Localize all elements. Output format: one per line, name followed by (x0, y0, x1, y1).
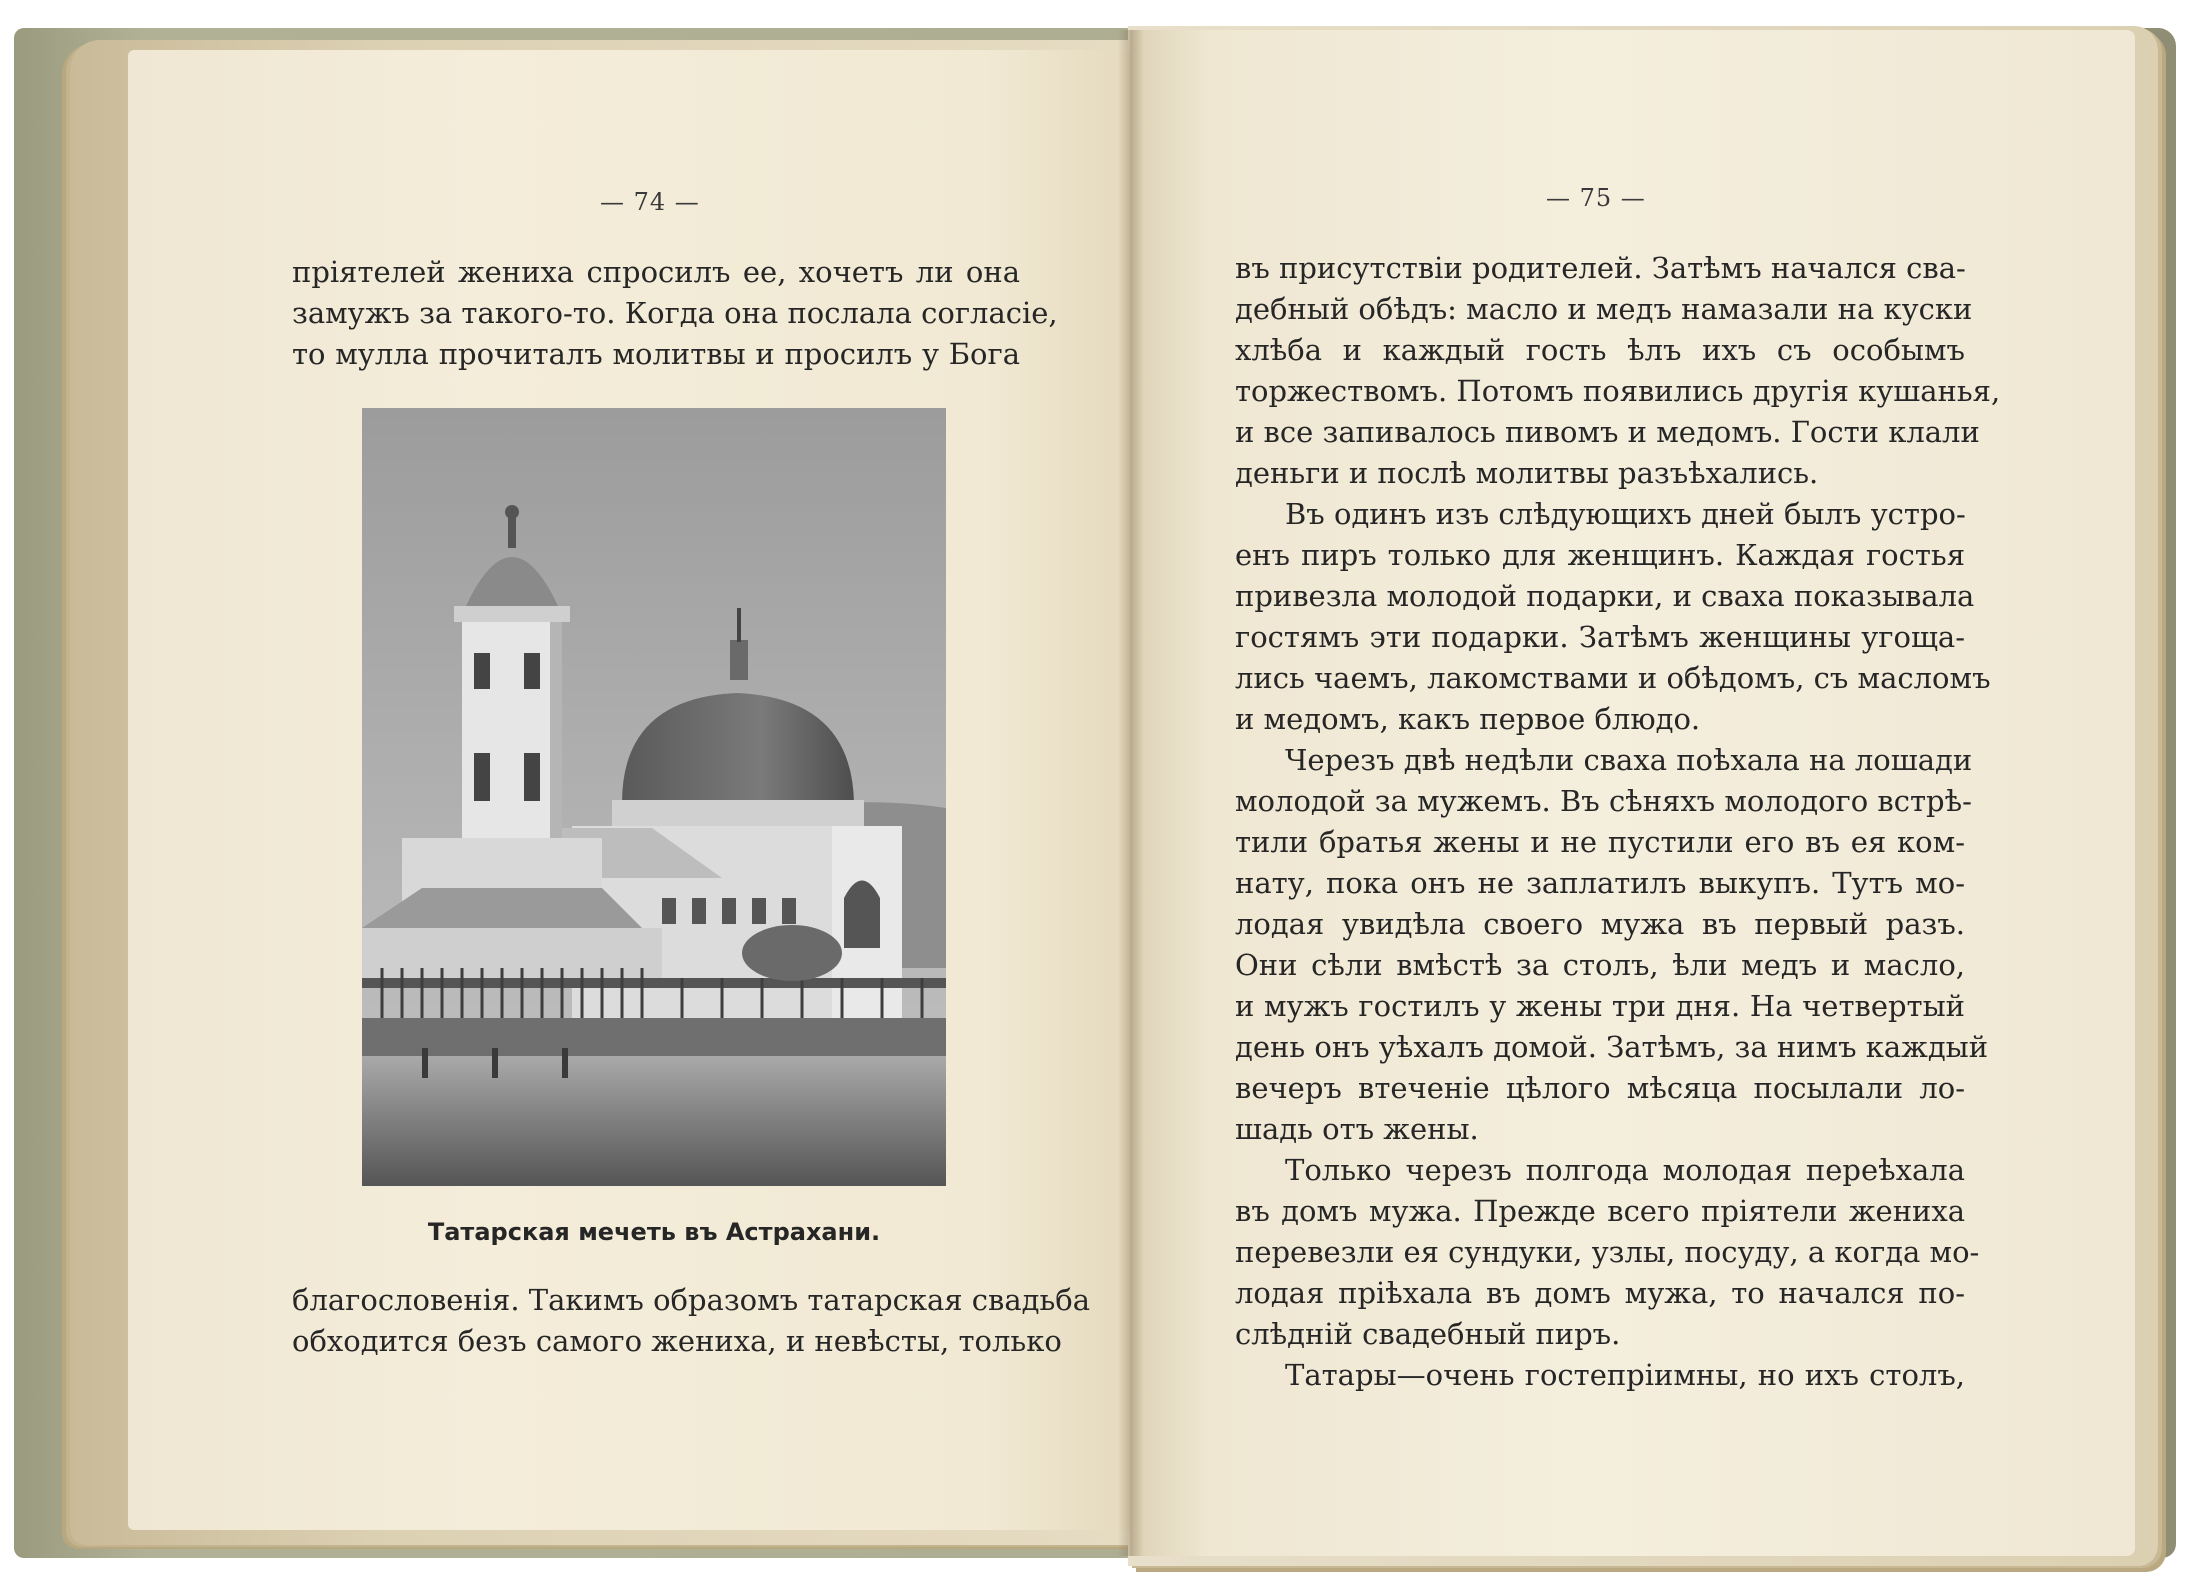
text-line: благословенія. Такимъ образомъ татарская свадьба (292, 1283, 1091, 1317)
figure-caption: Татарская мечеть въ Астрахани. (427, 1218, 881, 1246)
text-line: лодая пріѣхала въ домъ мужа, то начался по- (1235, 1276, 1965, 1310)
right-page-number: — 75 — (1546, 184, 1646, 212)
text-line: Они сѣли вмѣстѣ за столъ, ѣли медъ и масло, (1235, 948, 1965, 982)
mosque-photograph (362, 408, 946, 1186)
text-line: перевезли ея сундуки, узлы, посуду, а когда мо- (1235, 1235, 1980, 1269)
text-line: лодая увидѣла своего мужа въ первый разъ. (1235, 907, 1965, 941)
book-gutter (1118, 30, 1144, 1556)
text-line: въ присутствіи родителей. Затѣмъ начался сва- (1235, 251, 1966, 285)
text-line: вечеръ втеченіе цѣлого мѣсяца посылали ло- (1235, 1071, 1965, 1105)
text-line: обходится безъ самого жениха, и невѣсты, только (292, 1324, 1062, 1358)
paragraph-start-line: Только черезъ полгода молодая переѣхала (1285, 1153, 1965, 1187)
text-line: гостямъ эти подарки. Затѣмъ женщины угоща- (1235, 620, 1965, 654)
text-line: пріятелей жениха спросилъ ее, хочетъ ли она (292, 255, 1020, 289)
paragraph-start-line: Татары—очень гостепріимны, но ихъ столъ, (1285, 1358, 1965, 1392)
left-page-bottom-text (292, 1280, 1091, 1362)
paragraph-start-line: Въ одинъ изъ слѣдующихъ дней былъ устро- (1285, 497, 1966, 531)
paragraph-start-line: Черезъ двѣ недѣли сваха поѣхала на лошади (1285, 743, 1973, 777)
text-line: лись чаемъ, лакомствами и обѣдомъ, съ масломъ (1235, 661, 1991, 695)
text-line: слѣдній свадебный пиръ. (1235, 1317, 1621, 1351)
left-page-number: — 74 — (600, 188, 700, 216)
left-page-top-text (292, 252, 1058, 375)
text-line: и мужъ гостилъ у жены три дня. На четвертый (1235, 989, 1965, 1023)
right-page-text (1235, 248, 2001, 1396)
text-line: деньги и послѣ молитвы разъѣхались. (1235, 456, 1819, 490)
text-line: привезла молодой подарки, и сваха показывала (1235, 579, 1975, 613)
text-line: то мулла прочиталъ молитвы и просилъ у Бога (292, 337, 1020, 371)
text-line: замужъ за такого-то. Когда она послала согласіе, (292, 296, 1058, 330)
text-line: въ домъ мужа. Прежде всего пріятели жениха (1235, 1194, 1965, 1228)
text-line: торжествомъ. Потомъ появились другія кушанья, (1235, 374, 2001, 408)
text-line: тили братья жены и не пустили его въ ея ком- (1235, 825, 1965, 859)
text-line: дебный обѣдъ: масло и медъ намазали на куски (1235, 292, 1973, 326)
text-line: день онъ уѣхалъ домой. Затѣмъ, за нимъ каждый (1235, 1030, 1989, 1064)
text-line: и медомъ, какъ первое блюдо. (1235, 702, 1701, 736)
text-line: молодой за мужемъ. Въ сѣняхъ молодого встрѣ- (1235, 784, 1972, 818)
text-line: енъ пиръ только для женщинъ. Каждая гостья (1235, 538, 1965, 572)
text-line: шадь отъ жены. (1235, 1112, 1479, 1146)
text-line: нату, пока онъ не заплатилъ выкупъ. Тутъ мо- (1235, 866, 1965, 900)
text-line: и все запивалось пивомъ и медомъ. Гости клали (1235, 415, 1980, 449)
text-line: хлѣба и каждый гость ѣлъ ихъ съ особымъ (1235, 333, 1965, 367)
